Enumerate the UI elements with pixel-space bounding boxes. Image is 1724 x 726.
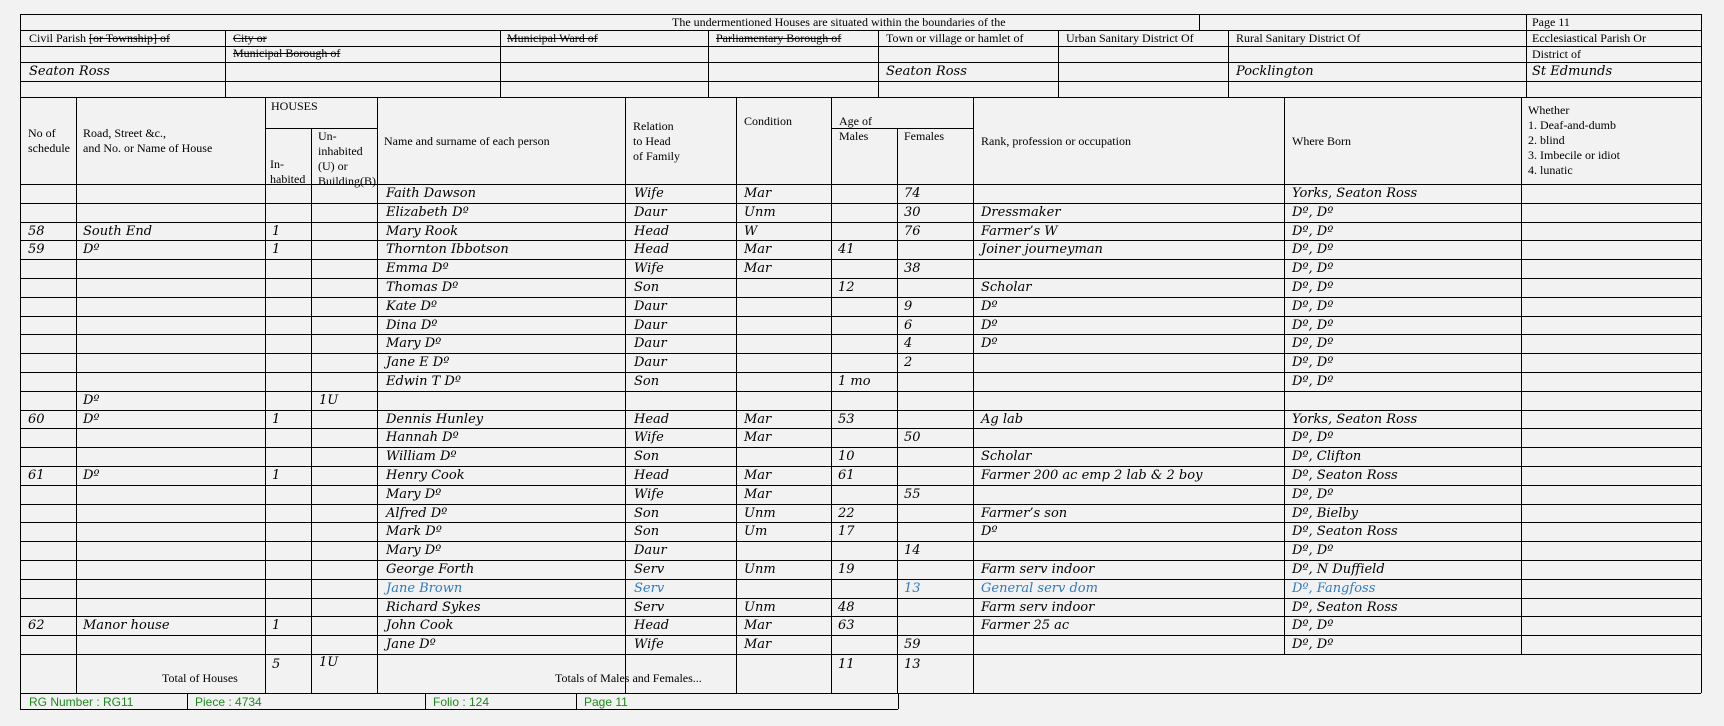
cell-females: 38 bbox=[904, 261, 921, 276]
cell-name: Dina Dº bbox=[386, 318, 438, 333]
cell-condition: W bbox=[744, 224, 758, 239]
urban-district-label: Urban Sanitary District Of bbox=[1066, 31, 1194, 45]
grid-hline-4 bbox=[20, 81, 1701, 82]
header-road bbox=[83, 126, 212, 156]
header-inhabited-2: habited bbox=[270, 172, 306, 186]
header-road-1: Road, Street &c., bbox=[83, 126, 166, 140]
grid-vline-55 bbox=[831, 97, 832, 693]
cell-born: Dº, Bielby bbox=[1292, 506, 1359, 521]
cell-relation: Wife bbox=[634, 637, 664, 652]
cell-name: William Dº bbox=[386, 449, 457, 464]
grid-hline-17 bbox=[20, 97, 1701, 98]
total-houses-label: Total of Houses bbox=[162, 671, 238, 685]
footer-page: Page 11 bbox=[584, 695, 628, 709]
cell-born: Dº, Dº bbox=[1292, 543, 1334, 558]
cell-relation: Daur bbox=[634, 299, 667, 314]
cell-born: Dº, Seaton Ross bbox=[1292, 524, 1398, 539]
footer-rg-number: RG Number : RG11 bbox=[29, 695, 134, 709]
cell-males: 10 bbox=[838, 449, 855, 464]
header-relation-1: Relation bbox=[633, 119, 674, 133]
cell-relation: Daur bbox=[634, 543, 667, 558]
cell-relation: Daur bbox=[634, 355, 667, 370]
header-uninhabited bbox=[318, 129, 376, 189]
cell-occupation: Farmer 200 ac emp 2 lab & 2 boy bbox=[981, 468, 1203, 483]
cell-born: Dº, Dº bbox=[1292, 618, 1334, 633]
grid-hline-26 bbox=[20, 297, 1701, 298]
grid-vline-63 bbox=[20, 693, 21, 709]
grid-hline-31 bbox=[20, 391, 1701, 392]
cell-occupation: Dº bbox=[981, 336, 998, 351]
cell-occupation: Farm serv indoor bbox=[981, 562, 1095, 577]
cell-condition: Unm bbox=[744, 562, 776, 577]
cell-females: 59 bbox=[904, 637, 921, 652]
grid-vline-59 bbox=[1521, 97, 1522, 654]
grid-hline-1 bbox=[20, 30, 1701, 31]
rural-district-label: Rural Sanitary District Of bbox=[1236, 31, 1361, 45]
cell-condition: Unm bbox=[744, 506, 776, 521]
grid-vline-11 bbox=[500, 30, 501, 97]
grid-vline-52 bbox=[377, 97, 378, 693]
grid-vline-49 bbox=[76, 97, 77, 693]
cell-condition: Um bbox=[744, 524, 768, 539]
header-name: Name and surname of each person bbox=[384, 134, 550, 148]
cell-relation: Wife bbox=[634, 186, 664, 201]
grid-vline-66 bbox=[576, 693, 577, 709]
grid-vline-15 bbox=[1228, 30, 1229, 97]
municipal-borough-label: Municipal Borough of bbox=[233, 46, 341, 60]
cell-name: Emma Dº bbox=[386, 261, 449, 276]
cell-name: Thornton Ibbotson bbox=[386, 242, 509, 257]
cell-born: Dº, Dº bbox=[1292, 336, 1334, 351]
grid-vline-14 bbox=[1058, 30, 1059, 97]
grid-vline-56 bbox=[897, 128, 898, 693]
cell-males: 19 bbox=[838, 562, 855, 577]
grid-hline-41 bbox=[20, 579, 1701, 580]
cell-relation: Son bbox=[634, 506, 660, 521]
ecclesiastical-value: St Edmunds bbox=[1532, 64, 1613, 79]
ecclesiastical-label-1: Ecclesiastical Parish Or bbox=[1532, 31, 1646, 45]
cell-born: Dº, Dº bbox=[1292, 261, 1334, 276]
cell-condition: Mar bbox=[744, 242, 772, 257]
cell-males: 12 bbox=[838, 280, 855, 295]
grid-vline-6 bbox=[20, 14, 21, 97]
cell-females: 6 bbox=[904, 318, 913, 333]
cell-relation: Wife bbox=[634, 487, 664, 502]
cell-relation: Head bbox=[634, 618, 670, 633]
cell-born: Dº, Dº bbox=[1292, 299, 1334, 314]
cell-born: Dº, Fangfoss bbox=[1292, 581, 1376, 596]
cell-schedule: 59 bbox=[28, 242, 45, 257]
header-relation-2: to Head bbox=[633, 134, 671, 148]
grid-vline-50 bbox=[265, 97, 266, 693]
header-schedule-2: schedule bbox=[28, 141, 70, 155]
cell-born: Dº, Seaton Ross bbox=[1292, 600, 1398, 615]
header-inhabited bbox=[270, 157, 305, 187]
cell-occupation: General serv dom bbox=[981, 581, 1098, 596]
cell-road: Dº bbox=[83, 242, 100, 257]
cell-occupation: Joiner journeyman bbox=[981, 242, 1103, 257]
cell-name: Mary Dº bbox=[386, 336, 442, 351]
header-age-of: Age of bbox=[839, 114, 872, 128]
cell-occupation: Dº bbox=[981, 318, 998, 333]
boundary-caption: The undermentioned Houses are situated within the boundaries of the bbox=[672, 15, 1006, 29]
cell-males: 53 bbox=[838, 412, 855, 427]
cell-name: Jane Brown bbox=[386, 581, 463, 596]
cell-relation: Daur bbox=[634, 205, 667, 220]
cell-born: Dº, Dº bbox=[1292, 637, 1334, 652]
cell-males: 41 bbox=[838, 242, 855, 257]
header-occupation: Rank, profession or occupation bbox=[981, 134, 1131, 148]
cell-road: Manor house bbox=[83, 618, 170, 633]
cell-occupation: Scholar bbox=[981, 449, 1032, 464]
cell-inhabited: 1 bbox=[272, 224, 281, 239]
grid-hline-24 bbox=[20, 259, 1701, 260]
civil-parish-struck: [or Township] of bbox=[89, 31, 170, 45]
cell-females: 9 bbox=[904, 299, 913, 314]
cell-occupation: Farmer’s W bbox=[981, 224, 1058, 239]
cell-males: 22 bbox=[838, 506, 855, 521]
header-where-born: Where Born bbox=[1292, 134, 1351, 148]
cell-occupation: Farmer’s son bbox=[981, 506, 1068, 521]
cell-relation: Wife bbox=[634, 430, 664, 445]
cell-inhabited: 1 bbox=[272, 412, 281, 427]
cell-born: Dº, Dº bbox=[1292, 280, 1334, 295]
grid-hline-25 bbox=[20, 278, 1701, 279]
cell-condition: Unm bbox=[744, 600, 776, 615]
cell-relation: Daur bbox=[634, 318, 667, 333]
grid-hline-28 bbox=[20, 334, 1701, 335]
cell-females: 74 bbox=[904, 186, 921, 201]
cell-females: 76 bbox=[904, 224, 921, 239]
header-houses: HOUSES bbox=[271, 99, 318, 113]
header-relation bbox=[633, 119, 680, 164]
cell-females: 55 bbox=[904, 487, 921, 502]
grid-vline-67 bbox=[898, 693, 899, 709]
cell-relation: Wife bbox=[634, 261, 664, 276]
cell-relation: Son bbox=[634, 524, 660, 539]
cell-name: Mark Dº bbox=[386, 524, 442, 539]
grid-hline-45 bbox=[20, 654, 1701, 655]
cell-relation: Serv bbox=[634, 600, 665, 615]
cell-females: 4 bbox=[904, 336, 913, 351]
cell-relation: Head bbox=[634, 242, 670, 257]
cell-relation: Head bbox=[634, 412, 670, 427]
grid-vline-58 bbox=[1284, 97, 1285, 654]
grid-vline-10 bbox=[225, 30, 226, 97]
cell-inhabited: 1 bbox=[272, 468, 281, 483]
city-label: City or bbox=[233, 31, 267, 45]
cell-born: Dº, Dº bbox=[1292, 374, 1334, 389]
cell-females: 13 bbox=[904, 581, 921, 596]
cell-occupation: Farm serv indoor bbox=[981, 600, 1095, 615]
grid-hline-42 bbox=[20, 598, 1701, 599]
cell-road: South End bbox=[83, 224, 153, 239]
cell-condition: Mar bbox=[744, 430, 772, 445]
cell-born: Dº, Dº bbox=[1292, 318, 1334, 333]
cell-condition: Mar bbox=[744, 637, 772, 652]
cell-born: Dº, Dº bbox=[1292, 242, 1334, 257]
municipal-ward-label: Municipal Ward of bbox=[507, 31, 598, 45]
cell-name: Jane E Dº bbox=[386, 355, 450, 370]
grid-hline-44 bbox=[20, 635, 1701, 636]
total-persons-label: Totals of Males and Females... bbox=[555, 671, 702, 685]
cell-relation: Serv bbox=[634, 562, 665, 577]
cell-relation: Son bbox=[634, 280, 660, 295]
header-uninhabited-1: Un- bbox=[318, 129, 337, 143]
cell-name: Richard Sykes bbox=[386, 600, 481, 615]
cell-name: John Cook bbox=[386, 618, 454, 633]
cell-males: 48 bbox=[838, 600, 855, 615]
cell-road: Dº bbox=[83, 468, 100, 483]
cell-name: Edwin T Dº bbox=[386, 374, 461, 389]
total-uninhabited: 1U bbox=[319, 655, 339, 670]
cell-name: Thomas Dº bbox=[386, 280, 459, 295]
cell-born: Yorks, Seaton Ross bbox=[1292, 186, 1418, 201]
cell-condition: Mar bbox=[744, 261, 772, 276]
civil-parish-value: Seaton Ross bbox=[29, 64, 110, 79]
grid-vline-13 bbox=[878, 30, 879, 97]
cell-name: Mary Dº bbox=[386, 543, 442, 558]
cell-road: Dº bbox=[83, 393, 100, 408]
cell-uninhabited: 1U bbox=[319, 393, 339, 408]
cell-born: Dº, Dº bbox=[1292, 487, 1334, 502]
grid-hline-27 bbox=[20, 316, 1701, 317]
cell-occupation: Ag lab bbox=[981, 412, 1024, 427]
grid-hline-40 bbox=[20, 560, 1701, 561]
rural-district-value: Pocklington bbox=[1236, 64, 1314, 79]
header-whether-5: 4. lunatic bbox=[1528, 163, 1573, 177]
cell-occupation: Scholar bbox=[981, 280, 1032, 295]
civil-parish-label bbox=[29, 31, 170, 46]
cell-relation: Son bbox=[634, 374, 660, 389]
grid-vline-53 bbox=[625, 97, 626, 693]
grid-hline-36 bbox=[20, 485, 1701, 486]
grid-vline-64 bbox=[187, 693, 188, 709]
header-whether-4: 3. Imbecile or idiot bbox=[1528, 148, 1620, 162]
cell-females: 14 bbox=[904, 543, 921, 558]
total-females: 13 bbox=[904, 657, 921, 672]
header-uninhabited-4: Building(B) bbox=[318, 174, 377, 188]
cell-born: Dº, Seaton Ross bbox=[1292, 468, 1398, 483]
cell-males: 63 bbox=[838, 618, 855, 633]
civil-parish-prefix: Civil Parish bbox=[29, 31, 90, 45]
ecclesiastical-label-2: District of bbox=[1532, 47, 1581, 61]
town-label: Town or village or hamlet of bbox=[886, 31, 1024, 45]
cell-relation: Daur bbox=[634, 336, 667, 351]
cell-name: Hannah Dº bbox=[386, 430, 459, 445]
header-relation-3: of Family bbox=[633, 149, 680, 163]
cell-born: Dº, Dº bbox=[1292, 430, 1334, 445]
cell-road: Dº bbox=[83, 412, 100, 427]
header-females: Females bbox=[904, 129, 944, 143]
header-schedule bbox=[28, 126, 70, 156]
grid-vline-65 bbox=[425, 693, 426, 709]
cell-occupation: Dº bbox=[981, 299, 998, 314]
cell-born: Dº, Dº bbox=[1292, 205, 1334, 220]
cell-born: Dº, Dº bbox=[1292, 224, 1334, 239]
cell-females: 30 bbox=[904, 205, 921, 220]
grid-vline-54 bbox=[736, 97, 737, 693]
cell-name: Mary Rook bbox=[386, 224, 459, 239]
grid-vline-16 bbox=[1526, 30, 1527, 97]
cell-relation: Head bbox=[634, 468, 670, 483]
grid-hline-34 bbox=[20, 447, 1701, 448]
grid-vline-8 bbox=[1199, 14, 1200, 30]
cell-name: Kate Dº bbox=[386, 299, 438, 314]
grid-hline-21 bbox=[20, 203, 1701, 204]
header-whether-1: Whether bbox=[1528, 103, 1570, 117]
grid-vline-9 bbox=[1526, 14, 1527, 30]
grid-vline-12 bbox=[708, 30, 709, 97]
cell-born: Dº, Clifton bbox=[1292, 449, 1362, 464]
cell-born: Yorks, Seaton Ross bbox=[1292, 412, 1418, 427]
cell-name: Elizabeth Dº bbox=[386, 205, 469, 220]
cell-occupation: Dº bbox=[981, 524, 998, 539]
page-number-label: Page 11 bbox=[1532, 15, 1570, 29]
grid-hline-3 bbox=[20, 62, 1701, 63]
cell-name: Alfred Dº bbox=[386, 506, 448, 521]
grid-vline-57 bbox=[973, 97, 974, 693]
header-uninhabited-3: (U) or bbox=[318, 159, 348, 173]
cell-condition: Mar bbox=[744, 487, 772, 502]
cell-females: 2 bbox=[904, 355, 913, 370]
footer-piece: Piece : 4734 bbox=[195, 695, 262, 709]
cell-occupation: Dressmaker bbox=[981, 205, 1061, 220]
cell-schedule: 60 bbox=[28, 412, 45, 427]
header-whether-3: 2. blind bbox=[1528, 133, 1565, 147]
total-males: 11 bbox=[838, 657, 855, 672]
header-males: Males bbox=[839, 129, 869, 143]
cell-schedule: 62 bbox=[28, 618, 45, 633]
cell-name: Mary Dº bbox=[386, 487, 442, 502]
town-value: Seaton Ross bbox=[886, 64, 967, 79]
cell-condition: Mar bbox=[744, 618, 772, 633]
grid-hline-37 bbox=[20, 504, 1701, 505]
cell-condition: Mar bbox=[744, 412, 772, 427]
footer-folio: Folio : 124 bbox=[433, 695, 490, 709]
cell-name: Jane Dº bbox=[386, 637, 436, 652]
header-road-2: and No. or Name of House bbox=[83, 141, 213, 155]
cell-condition: Mar bbox=[744, 468, 772, 483]
cell-name: Dennis Hunley bbox=[386, 412, 484, 427]
cell-males: 61 bbox=[838, 468, 855, 483]
grid-hline-38 bbox=[20, 522, 1701, 523]
total-inhabited: 5 bbox=[272, 657, 281, 672]
grid-hline-29 bbox=[20, 353, 1701, 354]
cell-occupation: Farmer 25 ac bbox=[981, 618, 1070, 633]
grid-hline-39 bbox=[20, 541, 1701, 542]
cell-relation: Head bbox=[634, 224, 670, 239]
grid-vline-7 bbox=[1701, 14, 1702, 97]
cell-relation: Son bbox=[634, 449, 660, 464]
cell-males: 17 bbox=[838, 524, 855, 539]
header-whether-2: 1. Deaf-and-dumb bbox=[1528, 118, 1616, 132]
cell-inhabited: 1 bbox=[272, 618, 281, 633]
header-uninhabited-2: inhabited bbox=[318, 144, 363, 158]
cell-born: Dº, Dº bbox=[1292, 355, 1334, 370]
cell-condition: Unm bbox=[744, 205, 776, 220]
cell-males: 1 mo bbox=[838, 374, 871, 389]
cell-condition: Mar bbox=[744, 186, 772, 201]
cell-name: Faith Dawson bbox=[386, 186, 476, 201]
cell-relation: Serv bbox=[634, 581, 665, 596]
cell-name: George Forth bbox=[386, 562, 475, 577]
cell-females: 50 bbox=[904, 430, 921, 445]
cell-name: Henry Cook bbox=[386, 468, 465, 483]
header-condition: Condition bbox=[744, 114, 793, 128]
cell-born: Dº, N Duffield bbox=[1292, 562, 1385, 577]
cell-schedule: 58 bbox=[28, 224, 45, 239]
parliamentary-borough-label: Parliamentary Borough of bbox=[716, 31, 842, 45]
grid-vline-60 bbox=[1701, 97, 1702, 693]
grid-vline-48 bbox=[20, 97, 21, 693]
header-schedule-1: No of bbox=[28, 126, 56, 140]
header-inhabited-1: In- bbox=[270, 157, 284, 171]
cell-inhabited: 1 bbox=[272, 242, 281, 257]
grid-hline-47 bbox=[973, 693, 1701, 694]
grid-vline-51 bbox=[311, 128, 312, 693]
cell-schedule: 61 bbox=[28, 468, 45, 483]
header-whether bbox=[1528, 103, 1620, 178]
